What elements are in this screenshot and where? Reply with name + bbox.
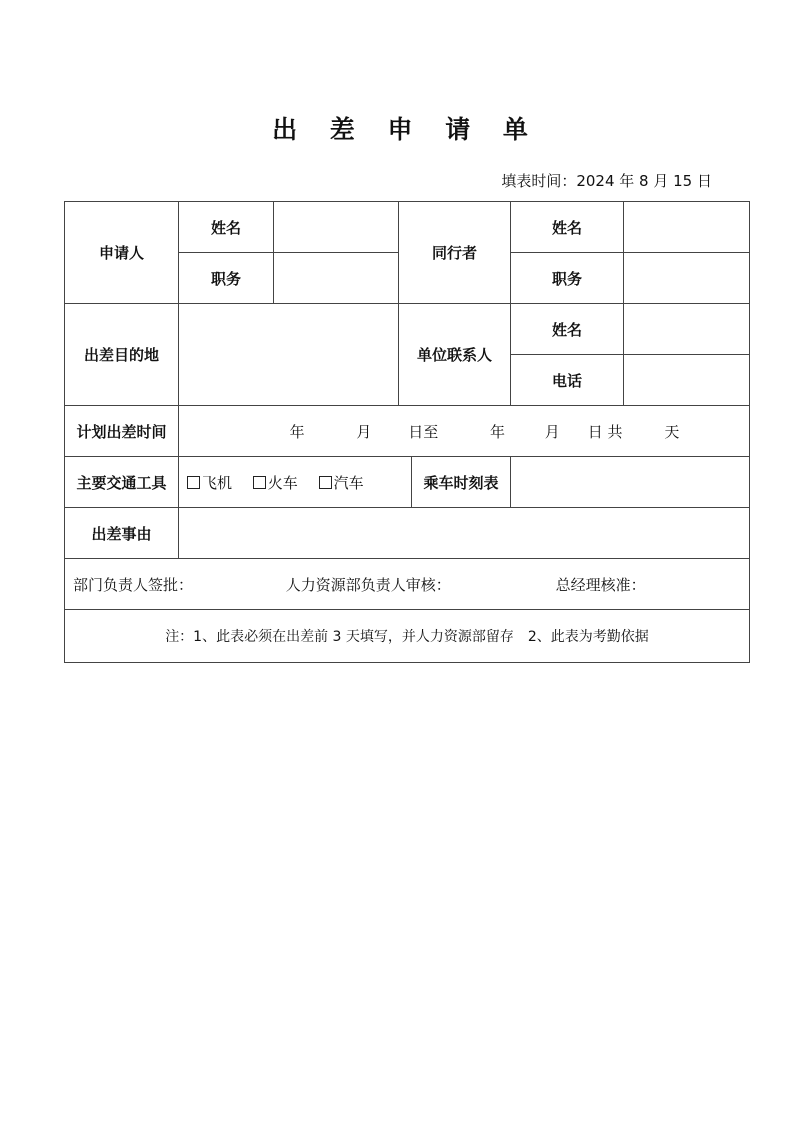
- start-year-label: 年: [289, 422, 305, 441]
- form-title: 出 差 申 请 单: [272, 115, 540, 144]
- applicant-post-field[interactable]: [274, 253, 399, 304]
- dept-approval-label: 部门负责人签批：: [73, 575, 194, 594]
- companion-post-label: 职务: [511, 253, 624, 304]
- hr-approval-label: 人力资源部负责人审核：: [285, 575, 451, 594]
- plan-time-field[interactable]: [179, 406, 750, 457]
- option-plane-label: 飞机: [202, 473, 233, 492]
- applicant-label: 申请人: [65, 202, 179, 304]
- transport-options: [179, 457, 412, 508]
- start-month-label: 月: [356, 422, 372, 441]
- companion-post-field[interactable]: [624, 253, 750, 304]
- days-label: 天: [664, 422, 680, 441]
- applicant-name-label: 姓名: [179, 202, 274, 253]
- form-note: 注：1、此表必须在出差前 3 天填写，并人力资源部留存 2、此表为考勤依据: [65, 610, 750, 663]
- option-train-label: 火车: [267, 473, 298, 492]
- destination-field[interactable]: [179, 304, 399, 406]
- checkbox-train[interactable]: [253, 476, 266, 489]
- start-day-to-label: 日至: [408, 422, 439, 441]
- end-year-label: 年: [489, 422, 505, 441]
- approval-row: [65, 559, 750, 610]
- checkbox-plane[interactable]: [187, 476, 200, 489]
- end-day-total-label: 日 共: [587, 422, 623, 441]
- plan-time-label: 计划出差时间: [65, 406, 179, 457]
- end-month-label: 月: [544, 422, 560, 441]
- fill-date: 填表时间：2024 年 8 月 15 日: [501, 172, 712, 190]
- applicant-name-field[interactable]: [274, 202, 399, 253]
- gm-approval-label: 总经理核准：: [555, 575, 646, 594]
- option-train[interactable]: [253, 472, 298, 493]
- option-bus-label: 汽车: [333, 473, 364, 492]
- companion-name-field[interactable]: [624, 202, 750, 253]
- companion-name-label: 姓名: [511, 202, 624, 253]
- contact-name-label: 姓名: [511, 304, 624, 355]
- contact-phone-field[interactable]: [624, 355, 750, 406]
- option-bus[interactable]: [319, 472, 364, 493]
- destination-label: 出差目的地: [65, 304, 179, 406]
- contact-name-field[interactable]: [624, 304, 750, 355]
- reason-field[interactable]: [179, 508, 750, 559]
- reason-label: 出差事由: [65, 508, 179, 559]
- contact-phone-label: 电话: [511, 355, 624, 406]
- schedule-field[interactable]: [511, 457, 750, 508]
- transport-label: 主要交通工具: [65, 457, 179, 508]
- travel-request-form: [64, 201, 750, 663]
- option-plane[interactable]: [187, 472, 232, 493]
- companion-label: 同行者: [399, 202, 511, 304]
- applicant-post-label: 职务: [179, 253, 274, 304]
- contact-label: 单位联系人: [399, 304, 511, 406]
- schedule-label: 乘车时刻表: [412, 457, 511, 508]
- checkbox-bus[interactable]: [319, 476, 332, 489]
